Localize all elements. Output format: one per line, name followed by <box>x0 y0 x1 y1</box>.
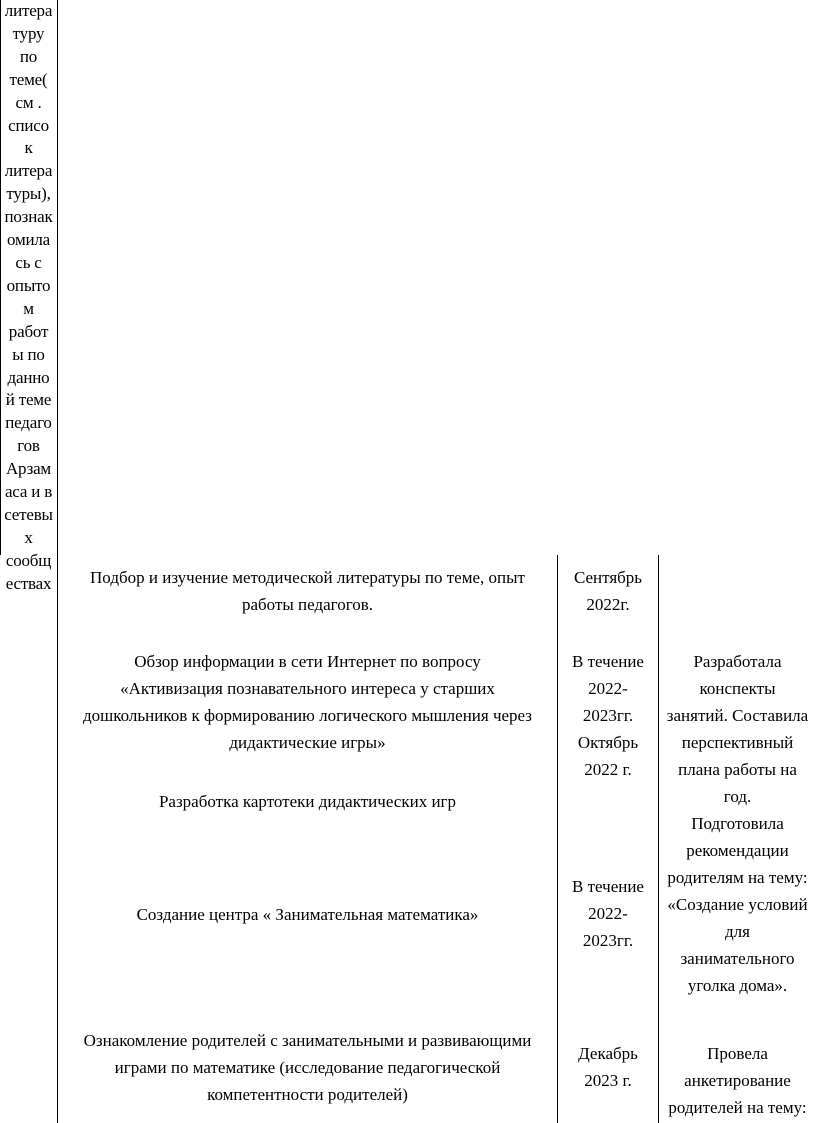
text-line: плана работы на <box>678 760 797 779</box>
text-line: Арзам <box>5 459 51 479</box>
activity-cell <box>58 648 557 756</box>
text-line: занятий. Составила <box>666 706 809 725</box>
date-cell <box>558 564 658 618</box>
text-line: 2022- <box>588 679 628 698</box>
activity-cell <box>58 901 557 928</box>
text-line: литера <box>4 161 53 181</box>
text-line: «Создание условий <box>667 895 808 914</box>
text-line: Ознакомление родителей с занимательными и развивающими <box>83 1031 532 1050</box>
text-line: занимательного <box>680 949 795 968</box>
text-line: Разработала <box>693 652 782 671</box>
text-line: туры), <box>6 184 51 204</box>
result-cell <box>659 648 816 999</box>
text-line: 2022- <box>588 904 628 923</box>
narrow-column-text <box>0 0 57 596</box>
text-line: играми по математике (исследование педагогической <box>114 1058 501 1077</box>
text-line: В течение <box>572 652 644 671</box>
date-cell <box>558 1040 658 1094</box>
text-line: к <box>24 138 33 158</box>
text-line: 2023гг. <box>582 931 634 950</box>
text-line: В течение <box>572 877 644 896</box>
text-line: 2022г. <box>586 595 630 614</box>
text-line: дошкольников к формированию логического мышления через <box>82 706 533 725</box>
text-line: по <box>19 46 38 66</box>
text-line: гов <box>17 436 40 456</box>
text-line: конспекты <box>699 679 776 698</box>
text-line: Обзор информации в сети Интернет по вопросу <box>134 652 481 671</box>
text-line: познак <box>4 207 53 227</box>
text-line: перспективный <box>681 733 794 752</box>
text-line: рекомендации <box>686 841 789 860</box>
text-line: ествах <box>5 573 52 593</box>
text-line: омила <box>6 230 51 250</box>
text-line: 2022 г. <box>584 760 632 779</box>
text-line: родителей на тему: <box>668 1098 807 1117</box>
text-line: см . <box>15 92 42 112</box>
text-line: ы по <box>12 344 45 364</box>
text-line: работ <box>8 321 49 341</box>
text-line: сь с <box>15 252 42 272</box>
text-line: аса и в <box>4 482 53 502</box>
text-line: «Активизация познавательного интереса у старших <box>120 679 495 698</box>
text-line: литера <box>4 1 53 20</box>
text-line: Создание центра « Занимательная математика» <box>136 905 479 924</box>
table-border-narrow-right <box>57 0 58 1123</box>
text-line: Октябрь <box>577 733 639 752</box>
text-line: туру <box>12 23 45 43</box>
date-cell <box>558 873 658 954</box>
text-line: сетевы <box>4 504 53 524</box>
text-line: дидактические игры» <box>229 733 386 752</box>
text-line: Сентябрь <box>573 568 643 587</box>
text-line: й теме <box>5 390 52 410</box>
text-line: уголка дома». <box>687 976 788 995</box>
activity-cell <box>58 1027 557 1108</box>
text-line: год. <box>723 787 752 806</box>
activity-cell <box>58 564 557 618</box>
result-cell <box>659 1040 816 1121</box>
text-line: Подбор и изучение методической литературы по теме, опыт <box>90 568 525 587</box>
text-line: х <box>24 527 33 547</box>
text-line: данно <box>7 367 50 387</box>
text-line: теме( <box>9 69 48 89</box>
text-line: Разработка картотеки дидактических игр <box>158 792 457 811</box>
text-line: компетентности родителей) <box>207 1085 408 1104</box>
activity-cell <box>58 788 557 815</box>
date-cell <box>558 648 658 783</box>
text-line: работы педагогов. <box>241 595 374 614</box>
text-line: 2023гг. <box>582 706 634 725</box>
text-line: сообщ <box>5 550 52 570</box>
text-line: опыто <box>6 275 51 295</box>
text-line: Декабрь <box>578 1044 638 1063</box>
text-line: м <box>23 298 34 318</box>
text-line: для <box>725 922 750 941</box>
text-line: 2023 г. <box>584 1071 632 1090</box>
table-border-activity-right <box>557 555 558 1123</box>
text-line: родителям на тему: <box>667 868 808 887</box>
text-line: педаго <box>5 413 52 433</box>
text-line: Подготовила <box>691 814 784 833</box>
text-line: анкетирование <box>684 1071 791 1090</box>
text-line: Провела <box>707 1044 768 1063</box>
text-line: списо <box>8 115 49 135</box>
